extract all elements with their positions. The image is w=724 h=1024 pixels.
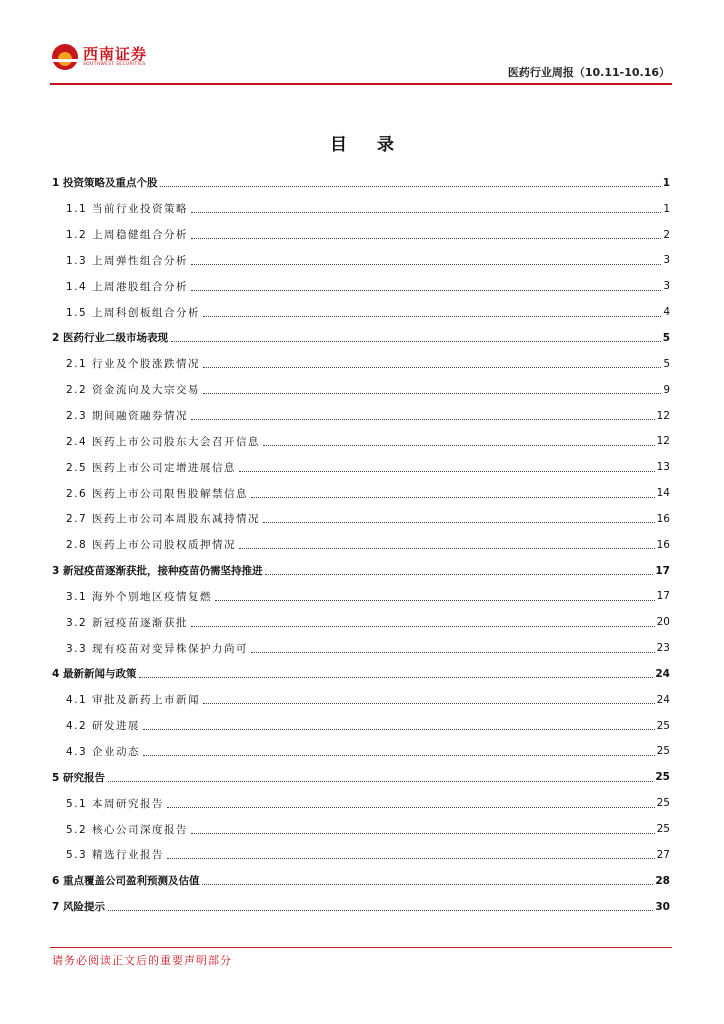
- toc-entry-label: 1.3 上周弹性组合分析: [66, 254, 189, 267]
- toc-dot-leader: [167, 807, 655, 808]
- toc-dot-leader: [160, 186, 660, 187]
- toc-entry-label: 4.1 审批及新药上市新闻: [66, 694, 201, 707]
- toc-dot-leader: [239, 471, 655, 472]
- toc-entry-label: 2.1 行业及个股涨跌情况: [66, 358, 201, 371]
- toc-dot-leader: [239, 548, 655, 549]
- toc-entry-label: 2.8 医药上市公司股权质押情况: [66, 539, 237, 552]
- toc-subsection-entry[interactable]: [52, 351, 670, 377]
- toc-dot-leader: [251, 652, 655, 653]
- toc-page-number: 3: [663, 280, 670, 293]
- toc-page-number: 1: [663, 202, 670, 215]
- toc-entry-label: 4.2 研发进展: [66, 720, 141, 733]
- toc-page-number: 3: [663, 254, 670, 267]
- toc-page-number: 27: [656, 848, 670, 861]
- toc-page-number: 25: [656, 797, 670, 810]
- toc-subsection-entry[interactable]: [52, 506, 670, 532]
- toc-subsection-entry[interactable]: [52, 248, 670, 274]
- toc-page-number: 23: [656, 642, 670, 655]
- footer-disclaimer: 请务必阅读正文后的重要声明部分: [52, 954, 232, 967]
- footer-divider: [50, 947, 672, 948]
- toc-dot-leader: [265, 574, 653, 575]
- toc-subsection-entry[interactable]: [52, 480, 670, 506]
- toc-page-number: 17: [655, 564, 670, 577]
- toc-subsection-entry[interactable]: [52, 635, 670, 661]
- page-header: [50, 40, 672, 83]
- toc-subsection-entry[interactable]: [52, 584, 670, 610]
- toc-subsection-entry[interactable]: [52, 299, 670, 325]
- toc-dot-leader: [251, 497, 655, 498]
- company-logo: [52, 44, 147, 70]
- toc-dot-leader: [108, 781, 653, 782]
- toc-dot-leader: [167, 858, 655, 859]
- toc-page-number: 24: [655, 667, 670, 680]
- toc-entry-label: 1.4 上周港股组合分析: [66, 280, 189, 293]
- toc-dot-leader: [203, 703, 655, 704]
- toc-entry-label: 3 新冠疫苗逐渐获批，接种疫苗仍需坚持推进: [52, 565, 263, 578]
- toc-page-number: 20: [656, 616, 670, 629]
- toc-subsection-entry[interactable]: [52, 790, 670, 816]
- toc-dot-leader: [215, 600, 655, 601]
- toc-entry-label: 1.5 上周科创板组合分析: [66, 306, 201, 319]
- toc-subsection-entry[interactable]: [52, 454, 670, 480]
- toc-entry-label: 2.7 医药上市公司本周股东减持情况: [66, 513, 261, 526]
- logo-en-text: SOUTHWEST SECURITIES: [83, 62, 146, 67]
- toc-dot-leader: [139, 677, 653, 678]
- toc-section-entry[interactable]: [52, 325, 670, 351]
- toc-entry-label: 2 医药行业二级市场表现: [52, 332, 168, 345]
- toc-subsection-entry[interactable]: [52, 222, 670, 248]
- toc-dot-leader: [263, 522, 655, 523]
- toc-dot-leader: [263, 445, 655, 446]
- toc-subsection-entry[interactable]: [52, 428, 670, 454]
- toc-subsection-entry[interactable]: [52, 609, 670, 635]
- toc-page-number: 16: [656, 538, 670, 551]
- toc-page-number: 2: [663, 228, 670, 241]
- toc-section-entry[interactable]: [52, 661, 670, 687]
- toc-section-entry[interactable]: [52, 894, 670, 920]
- toc-dot-leader: [202, 884, 653, 885]
- toc-subsection-entry[interactable]: [52, 713, 670, 739]
- toc-page-number: 16: [656, 512, 670, 525]
- toc-entry-label: 4.3 企业动态: [66, 745, 141, 758]
- toc-dot-leader: [191, 833, 655, 834]
- toc-page-number: 28: [655, 874, 670, 887]
- toc-dot-leader: [191, 419, 655, 420]
- toc-entry-label: 2.5 医药上市公司定增进展信息: [66, 461, 237, 474]
- toc-page-number: 24: [656, 693, 670, 706]
- toc-subsection-entry[interactable]: [52, 816, 670, 842]
- toc-subsection-entry[interactable]: [52, 842, 670, 868]
- toc-entry-label: 3.2 新冠疫苗逐渐获批: [66, 616, 189, 629]
- toc-page-number: 1: [662, 176, 670, 189]
- toc-subsection-entry[interactable]: [52, 403, 670, 429]
- toc-page-number: 25: [656, 719, 670, 732]
- toc-dot-leader: [143, 729, 655, 730]
- toc-page-number: 5: [662, 331, 670, 344]
- toc-entry-label: 2.2 资金流向及大宗交易: [66, 384, 201, 397]
- toc-dot-leader: [191, 238, 661, 239]
- toc-dot-leader: [108, 910, 653, 911]
- toc-subsection-entry[interactable]: [52, 739, 670, 765]
- table-of-contents: [52, 170, 670, 919]
- toc-dot-leader: [191, 290, 661, 291]
- toc-entry-label: 1 投资策略及重点个股: [52, 177, 158, 190]
- toc-entry-label: 5.2 核心公司深度报告: [66, 823, 189, 836]
- toc-heading: 目 录: [330, 135, 406, 155]
- toc-entry-label: 6 重点覆盖公司盈利预测及估值: [52, 875, 200, 888]
- report-title: 医药行业周报（10.11-10.16）: [507, 66, 670, 79]
- toc-dot-leader: [203, 316, 661, 317]
- toc-section-entry[interactable]: [52, 868, 670, 894]
- toc-entry-label: 3.3 现有疫苗对变异株保护力尚可: [66, 642, 249, 655]
- toc-dot-leader: [171, 341, 661, 342]
- header-divider: [50, 83, 672, 85]
- toc-subsection-entry[interactable]: [52, 532, 670, 558]
- toc-entry-label: 2.6 医药上市公司限售股解禁信息: [66, 487, 249, 500]
- sun-logo-icon: [52, 44, 78, 70]
- toc-entry-label: 7 风险提示: [52, 901, 105, 914]
- toc-page-number: 14: [656, 487, 670, 500]
- toc-dot-leader: [203, 393, 661, 394]
- toc-subsection-entry[interactable]: [52, 273, 670, 299]
- toc-page-number: 17: [656, 590, 670, 603]
- toc-page-number: 4: [663, 306, 670, 319]
- toc-dot-leader: [191, 212, 661, 213]
- toc-page-number: 13: [656, 461, 670, 474]
- toc-dot-leader: [203, 367, 661, 368]
- toc-page-number: 30: [655, 900, 670, 913]
- toc-entry-label: 5 研究报告: [52, 771, 105, 784]
- toc-entry-label: 1.1 当前行业投资策略: [66, 203, 189, 216]
- toc-entry-label: 5.1 本周研究报告: [66, 797, 165, 810]
- toc-section-entry[interactable]: [52, 764, 670, 790]
- toc-entry-label: 2.3 期间融资融券情况: [66, 410, 189, 423]
- toc-dot-leader: [143, 755, 655, 756]
- logo-cn-text: 西南证券: [83, 45, 148, 63]
- toc-subsection-entry[interactable]: [52, 687, 670, 713]
- toc-page-number: 12: [656, 409, 670, 422]
- toc-section-entry[interactable]: [52, 170, 670, 196]
- toc-subsection-entry[interactable]: [52, 377, 670, 403]
- toc-entry-label: 1.2 上周稳健组合分析: [66, 229, 189, 242]
- toc-subsection-entry[interactable]: [52, 196, 670, 222]
- toc-entry-label: 2.4 医药上市公司股东大会召开信息: [66, 435, 261, 448]
- toc-entry-label: 3.1 海外个别地区疫情复燃: [66, 590, 213, 603]
- toc-page-number: 12: [656, 435, 670, 448]
- toc-entry-label: 4 最新新闻与政策: [52, 668, 137, 681]
- toc-entry-label: 5.3 精选行业报告: [66, 849, 165, 862]
- toc-dot-leader: [191, 626, 655, 627]
- toc-section-entry[interactable]: [52, 558, 670, 584]
- toc-page-number: 25: [656, 745, 670, 758]
- toc-page-number: 5: [663, 357, 670, 370]
- toc-page-number: 25: [655, 771, 670, 784]
- toc-page-number: 25: [656, 823, 670, 836]
- toc-page-number: 9: [663, 383, 670, 396]
- toc-dot-leader: [191, 264, 661, 265]
